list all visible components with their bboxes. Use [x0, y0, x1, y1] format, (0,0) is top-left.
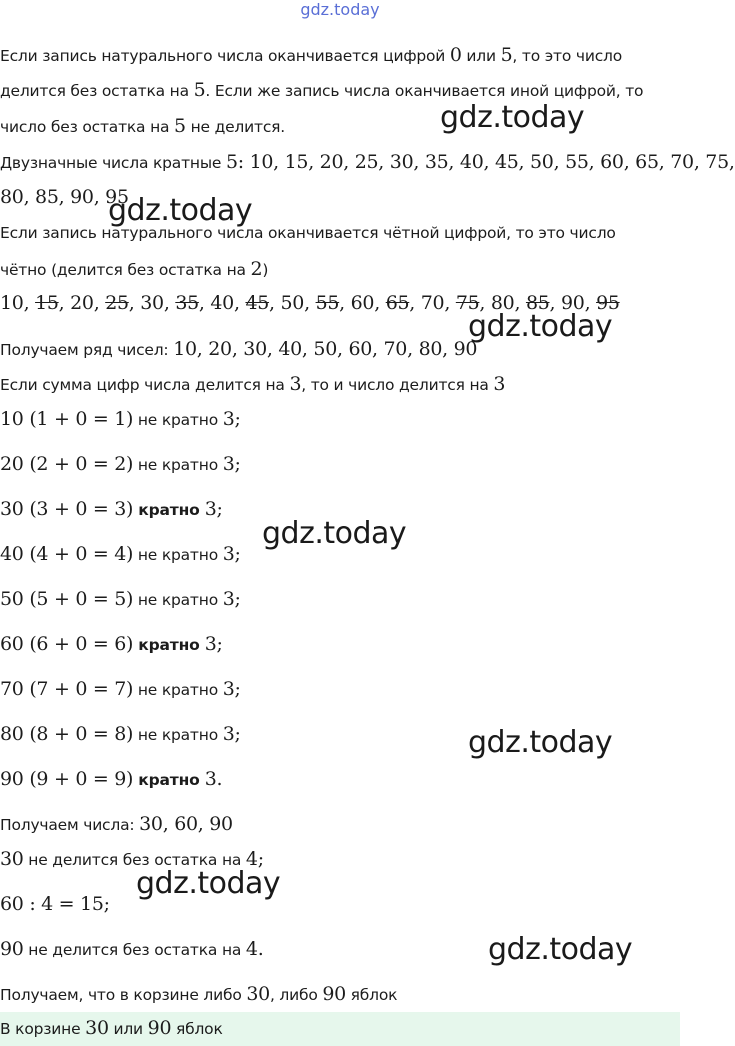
watermark-header: gdz.today — [300, 0, 380, 19]
text-line — [0, 983, 397, 1006]
struck-number: 95 — [596, 292, 620, 314]
math: 3; — [204, 498, 223, 520]
text: Получаем ряд чисел: — [0, 341, 174, 359]
text-line — [0, 373, 505, 396]
text: , либо — [269, 986, 323, 1004]
text: число без остатка на — [0, 118, 175, 136]
math: 4. — [245, 938, 264, 960]
number: 80 — [490, 292, 515, 314]
text-line — [0, 79, 643, 102]
text: В корзине — [0, 1020, 86, 1038]
math: 70 (7 + 0 = 7) — [0, 678, 134, 700]
math: 5 — [174, 115, 186, 137]
text: чётно (делится без остатка на — [0, 261, 251, 279]
watermark: gdz.today — [136, 866, 281, 901]
math: 3; — [222, 588, 241, 610]
math: 90 — [0, 938, 24, 960]
math: 3; — [222, 408, 241, 430]
math: 3; — [204, 633, 223, 655]
text: яблок — [345, 986, 398, 1004]
text: не делится без остатка на — [23, 851, 246, 869]
math: 2 — [250, 258, 263, 280]
watermark: gdz.today — [468, 309, 613, 344]
text-line — [0, 222, 616, 244]
verdict: не кратно — [133, 411, 223, 429]
text: Получаем числа: — [0, 816, 140, 834]
number: 40 — [210, 292, 234, 314]
math: 60 : 4 = 15; — [0, 893, 110, 915]
math: 3 — [289, 373, 302, 395]
math: 90 (9 + 0 = 9) — [0, 768, 134, 790]
text: Двузначные числа кратные — [0, 154, 226, 172]
math: 10, 20, 30, 40, 50, 60, 70, 80, 90 — [173, 338, 478, 360]
watermark: gdz.today — [488, 932, 633, 967]
text-line — [0, 813, 233, 836]
number: 30 — [140, 292, 164, 314]
math: 90 — [322, 983, 346, 1005]
struck-number: 55 — [315, 292, 340, 314]
number-sequence: 10, 15, 20, 25, 30, 35, 40, 45, 50, 55, 60, 65, 70, 75, 80, 85, 90, 95 — [0, 292, 620, 314]
text: , то и число делится на — [301, 376, 494, 394]
math: 30 (3 + 0 = 3) — [0, 498, 134, 520]
text: Если запись натурального числа оканчивается чётной цифрой, то это число — [0, 224, 616, 242]
number: 90 — [561, 292, 585, 314]
divisibility-row — [0, 768, 222, 791]
text: Если сумма цифр числа делится на — [0, 376, 290, 394]
number: 20 — [70, 292, 94, 314]
text-line — [0, 44, 622, 67]
divisibility-row — [0, 543, 241, 566]
text: , то это число — [512, 47, 623, 65]
text: яблок — [171, 1020, 223, 1038]
text-line — [0, 893, 110, 916]
divisibility-row — [0, 678, 241, 701]
math: 80, 85, 90, 95 — [0, 186, 129, 208]
text-line — [0, 338, 477, 361]
number: 60 — [350, 292, 375, 314]
math: 30 — [0, 848, 24, 870]
math: 60 (6 + 0 = 6) — [0, 633, 134, 655]
math: 3 — [493, 373, 506, 395]
struck-number: 75 — [455, 292, 480, 314]
text: ) — [262, 261, 269, 279]
math: 5 — [500, 44, 513, 66]
math: 5: 10, 15, 20, 25, 30, 35, 40, 45, 50, 55, 60, 65, 70, 75, — [225, 151, 735, 173]
watermark: gdz.today — [468, 725, 613, 760]
math: 30 — [246, 983, 270, 1005]
math: 4; — [245, 848, 264, 870]
math: 30 — [85, 1017, 109, 1039]
math: 30, 60, 90 — [139, 813, 233, 835]
text-line — [0, 115, 285, 138]
math: 90 — [147, 1017, 172, 1039]
verdict: не кратно — [133, 546, 223, 564]
struck-number: 45 — [245, 292, 270, 314]
math: 3. — [204, 768, 223, 790]
verdict: кратно — [133, 636, 205, 654]
divisibility-row — [0, 588, 241, 611]
verdict: не кратно — [133, 591, 223, 609]
verdict: не кратно — [133, 726, 223, 744]
math: 10 (1 + 0 = 1) — [0, 408, 134, 430]
struck-number: 65 — [385, 292, 410, 314]
text-line — [0, 151, 735, 174]
watermark: gdz.today — [108, 193, 253, 228]
math: 80 (8 + 0 = 8) — [0, 723, 134, 745]
math: 3; — [222, 543, 241, 565]
divisibility-row — [0, 723, 241, 746]
math: 40 (4 + 0 = 4) — [0, 543, 134, 565]
text: делится без остатка на — [0, 82, 194, 100]
text: не делится без остатка на — [23, 941, 246, 959]
number: 70 — [420, 292, 445, 314]
verdict: кратно — [133, 771, 205, 789]
text: или — [108, 1020, 148, 1038]
verdict: не кратно — [133, 681, 223, 699]
text-line — [0, 258, 268, 281]
math: 3; — [222, 453, 241, 475]
verdict: не кратно — [133, 456, 223, 474]
math: 5 — [193, 79, 206, 101]
verdict: кратно — [133, 501, 205, 519]
math: 3; — [222, 678, 241, 700]
divisibility-row — [0, 453, 241, 476]
number: 10 — [0, 292, 24, 314]
struck-number: 35 — [175, 292, 199, 314]
struck-number: 15 — [35, 292, 59, 314]
struck-number: 85 — [525, 292, 550, 314]
math: 3; — [222, 723, 241, 745]
divisibility-row — [0, 633, 223, 656]
number: 50 — [280, 292, 305, 314]
watermark: gdz.today — [262, 516, 407, 551]
text-line — [0, 938, 263, 961]
text: или — [461, 47, 501, 65]
text: Если запись натурального числа оканчивается цифрой — [0, 47, 450, 65]
text: Получаем, что в корзине либо — [0, 986, 247, 1004]
text: . Если же запись числа оканчивается иной цифрой, то — [205, 82, 644, 100]
divisibility-row — [0, 498, 223, 521]
math: 20 (2 + 0 = 2) — [0, 453, 134, 475]
math: 0 — [449, 44, 462, 66]
divisibility-row — [0, 408, 241, 431]
answer-box — [0, 1012, 680, 1046]
math: 50 (5 + 0 = 5) — [0, 588, 134, 610]
struck-number: 25 — [105, 292, 129, 314]
watermark: gdz.today — [440, 100, 585, 135]
text: не делится. — [185, 118, 286, 136]
answer-line — [0, 1017, 223, 1040]
